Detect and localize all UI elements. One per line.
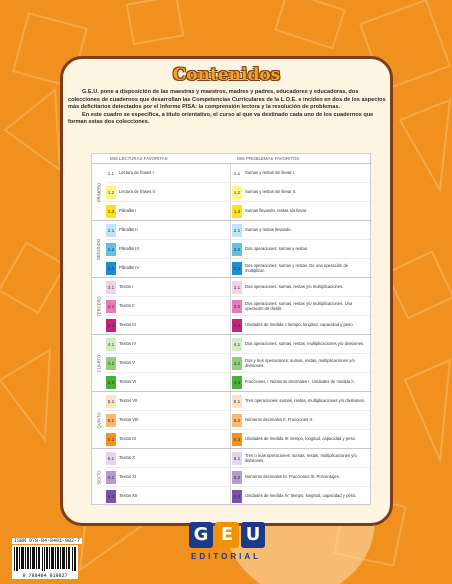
course-code-problems: 3.3 — [232, 319, 242, 332]
table-row — [106, 354, 370, 373]
table-row — [106, 468, 370, 487]
course-code-problems: 2.3 — [232, 262, 242, 275]
problems-title: Dos y tres operaciones: sumas, restas, multiplicaciones y/o divisiones. — [245, 357, 355, 368]
reading-title: Textos I — [119, 284, 134, 290]
reading-title: Textos VIII — [119, 417, 139, 423]
table-row — [106, 411, 370, 430]
table-row — [106, 259, 370, 278]
reading-title: Pãnalbs I — [119, 208, 137, 214]
course-code-reading: 5.1 — [106, 395, 116, 408]
problems-title: Dos operaciones: sumas y restas. De una operación de multiplicar. — [245, 262, 349, 273]
course-group-label-text: PRIMERO — [96, 182, 102, 203]
problems-title: Sumas y restas sin llevar I. — [245, 170, 296, 176]
course-code-reading: 6.2 — [106, 471, 116, 484]
problems-title: Tres o más operaciones: sumas, restas, multiplicaciones y/o divisiones. — [245, 452, 357, 463]
course-code-reading: 5.2 — [106, 414, 116, 427]
logo-letter-e: E — [215, 522, 239, 548]
table-row — [106, 278, 370, 297]
intro-text — [68, 89, 390, 127]
course-code-reading: 1.2 — [106, 186, 116, 199]
course-group-label — [92, 449, 106, 506]
course-code-reading: 2.2 — [106, 243, 116, 256]
course-code-problems: 5.3 — [232, 433, 242, 446]
course-code-reading: 4.3 — [106, 376, 116, 389]
page-title: Contenidos — [172, 65, 281, 85]
reading-title: Pãnalbs II — [119, 227, 138, 233]
reading-title: Textos X — [119, 455, 136, 461]
course-code-reading: 3.1 — [106, 281, 116, 294]
course-table — [91, 153, 371, 505]
barcode-number: 9 788484 919827 — [12, 573, 78, 579]
course-code-problems: 1.1 — [232, 167, 242, 180]
table-row — [106, 202, 370, 221]
course-code-reading: 3.3 — [106, 319, 116, 332]
table-row — [106, 297, 370, 316]
reading-title: Textos III — [119, 322, 136, 328]
course-code-problems: 2.2 — [232, 243, 242, 256]
course-code-problems: 6.2 — [232, 471, 242, 484]
table-row — [106, 449, 370, 468]
problems-title: Dos operaciones: sumas, restas y/o multiplicaciones. — [245, 284, 344, 290]
logo-letter-u: U — [241, 522, 265, 548]
geu-editorial-logo — [183, 522, 269, 580]
course-code-problems: 4.2 — [232, 357, 242, 370]
intro-paragraph-1: G.E.U. pone a disposición de las maestras y maestros, madres y padres, educadores y educadoras, dos colecciones de cuadernos que desarrollan las Competencias Curriculares de la L.O.E. e inciden en dos de los aspectos más deficitarios detectados por el Informe PISA: la comprensión lectora y la resolución de problemas. — [68, 89, 386, 111]
course-code-reading: 4.1 — [106, 338, 116, 351]
course-group-label-text: SEGUNDO — [96, 238, 102, 261]
course-code-problems: 3.2 — [232, 300, 242, 313]
problems-title: Unidades de medida IV: tiempo, longitud, capacidad y peso. — [245, 493, 357, 499]
course-code-reading: 2.3 — [106, 262, 116, 275]
problems-title: Sumas y restas llevando. — [245, 227, 292, 233]
problems-title: Números decimales III. Fracciones III. Porcentajes. — [245, 474, 340, 480]
reading-title: Lectura de frases I — [119, 170, 154, 176]
table-row — [106, 221, 370, 240]
problems-title: Tres operaciones: sumas, restas, multiplicaciones y/o divisiones. — [245, 398, 365, 404]
course-group-label-text: QUINTO — [96, 412, 102, 429]
reading-title: Pãnalbs III — [119, 246, 139, 252]
isbn-label: ISBN 978-84-8491-982-7 — [14, 538, 81, 544]
table-row — [106, 335, 370, 354]
contents-panel — [60, 56, 393, 526]
course-code-problems: 6.3 — [232, 490, 242, 503]
header-problems: MIS PROBLEMAS FAVORITOS — [237, 156, 300, 161]
table-row — [106, 487, 370, 506]
course-code-reading: 3.2 — [106, 300, 116, 313]
course-code-reading: 6.1 — [106, 452, 116, 465]
course-code-problems: 1.3 — [232, 205, 242, 218]
problems-title: Dos operaciones: sumas y restas. — [245, 246, 309, 252]
course-code-problems: 1.2 — [232, 186, 242, 199]
table-row — [106, 392, 370, 411]
course-group-label — [92, 335, 106, 392]
reading-title: Textos XI — [119, 474, 137, 480]
table-row — [106, 240, 370, 259]
course-group-label — [92, 164, 106, 221]
table-row — [106, 183, 370, 202]
reading-title: Textos XII — [119, 493, 138, 499]
reading-title: Textos IX — [119, 436, 137, 442]
course-code-reading: 1.3 — [106, 205, 116, 218]
header-reading: MIS LECTURAS FAVORITAS — [110, 156, 168, 161]
problems-title: Sumas y restas sin llevar II. — [245, 189, 297, 195]
logo-letter-g: G — [189, 522, 213, 548]
course-group-label-text: TERCERO — [96, 296, 102, 317]
course-code-reading: 4.2 — [106, 357, 116, 370]
course-code-problems: 4.3 — [232, 376, 242, 389]
course-code-reading: 5.3 — [106, 433, 116, 446]
course-group-label — [92, 278, 106, 335]
problems-title: Fracciones I. Números decimales I. Unidades de medida II. — [245, 379, 355, 385]
course-code-problems: 6.1 — [232, 452, 242, 465]
reading-title: Pãnalbs IV — [119, 265, 140, 271]
course-code-problems: 3.1 — [232, 281, 242, 294]
course-code-reading: 6.3 — [106, 490, 116, 503]
problems-title: Unidades de medida III: tiempo, longitud, capacidad y peso. — [245, 436, 357, 442]
course-group-label-text: SEXTO — [96, 470, 102, 485]
table-row — [106, 430, 370, 449]
course-group-label — [92, 392, 106, 449]
barcode-bars-icon — [12, 545, 78, 573]
course-code-problems: 4.1 — [232, 338, 242, 351]
table-row — [106, 373, 370, 392]
table-row — [106, 164, 370, 183]
problems-title: Números decimales II. Fracciones II. — [245, 417, 313, 423]
table-row — [106, 316, 370, 335]
reading-title: Textos IV — [119, 341, 137, 347]
course-group-label — [92, 221, 106, 278]
problems-title: Dos operaciones: sumas, restas y/o multiplicaciones. Una operación de dividir. — [245, 300, 353, 311]
course-group-label-text: CUARTO — [96, 354, 102, 373]
course-code-problems: 5.2 — [232, 414, 242, 427]
problems-title: Unidades de medida I: tiempo, longitud, capacidad y peso. — [245, 322, 354, 328]
problems-title: Dos operaciones: sumas, restas, multiplicaciones y/o divisiones. — [245, 341, 365, 347]
reading-title: Textos V — [119, 360, 136, 366]
course-code-reading: 1.1 — [106, 167, 116, 180]
intro-paragraph-2: En este cuadro se especifica, a título orientativo, el curso al que va destinado cada uno de los cuadernos que forman estas dos colecciones. — [68, 111, 374, 126]
problems-title: Sumas llevando, restas sin llevar. — [245, 208, 308, 214]
reading-title: Textos II — [119, 303, 135, 309]
course-code-reading: 2.1 — [106, 224, 116, 237]
logo-subtitle: EDITORIAL — [191, 552, 261, 561]
course-code-problems: 5.1 — [232, 395, 242, 408]
reading-title: Textos VII — [119, 398, 138, 404]
reading-title: Lectura de frases II — [119, 189, 155, 195]
course-code-problems: 2.1 — [232, 224, 242, 237]
row-divider — [106, 505, 370, 506]
reading-title: Textos VI — [119, 379, 137, 385]
